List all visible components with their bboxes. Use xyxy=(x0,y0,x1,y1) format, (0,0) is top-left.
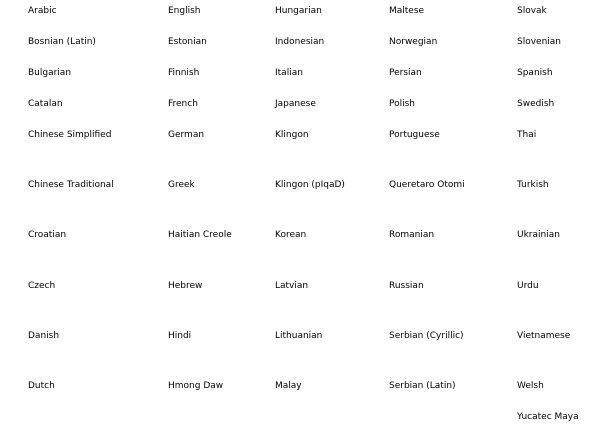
language-option-german[interactable]: German xyxy=(168,130,205,140)
language-option-catalan[interactable]: Catalan xyxy=(28,99,63,109)
language-option-hungarian[interactable]: Hungarian xyxy=(275,6,322,16)
language-option-lithuanian[interactable]: Lithuanian xyxy=(275,331,323,341)
language-option-slovenian[interactable]: Slovenian xyxy=(517,37,562,47)
language-option-yucatec-maya[interactable]: Yucatec Maya xyxy=(517,412,579,422)
language-option-swedish[interactable]: Swedish xyxy=(517,99,555,109)
language-option-russian[interactable]: Russian xyxy=(389,281,424,291)
language-option-serbian-cyrillic[interactable]: Serbian (Cyrillic) xyxy=(389,331,464,341)
language-option-turkish[interactable]: Turkish xyxy=(517,180,549,190)
language-option-maltese[interactable]: Maltese xyxy=(389,6,425,16)
language-option-welsh[interactable]: Welsh xyxy=(517,381,544,391)
language-option-danish[interactable]: Danish xyxy=(28,331,60,341)
language-option-klingon-piqad[interactable]: Klingon (pIqaD) xyxy=(275,180,345,190)
language-option-urdu[interactable]: Urdu xyxy=(517,281,539,291)
language-option-french[interactable]: French xyxy=(168,99,198,109)
language-option-latvian[interactable]: Latvian xyxy=(275,281,309,291)
language-option-klingon[interactable]: Klingon xyxy=(275,130,309,140)
language-option-persian[interactable]: Persian xyxy=(389,68,422,78)
language-option-vietnamese[interactable]: Vietnamese xyxy=(517,331,571,341)
language-option-finnish[interactable]: Finnish xyxy=(168,68,200,78)
language-option-czech[interactable]: Czech xyxy=(28,281,56,291)
language-option-hmong-daw[interactable]: Hmong Daw xyxy=(168,381,224,391)
language-option-english[interactable]: English xyxy=(168,6,201,16)
language-option-korean[interactable]: Korean xyxy=(275,230,307,240)
language-option-serbian-latin[interactable]: Serbian (Latin) xyxy=(389,381,456,391)
language-option-hebrew[interactable]: Hebrew xyxy=(168,281,203,291)
language-option-romanian[interactable]: Romanian xyxy=(389,230,435,240)
language-option-bosnian-latin[interactable]: Bosnian (Latin) xyxy=(28,37,96,47)
language-option-hindi[interactable]: Hindi xyxy=(168,331,192,341)
language-option-indonesian[interactable]: Indonesian xyxy=(275,37,325,47)
language-option-greek[interactable]: Greek xyxy=(168,180,195,190)
language-option-japanese[interactable]: Japanese xyxy=(275,99,316,109)
language-option-spanish[interactable]: Spanish xyxy=(517,68,553,78)
language-option-croatian[interactable]: Croatian xyxy=(28,230,67,240)
language-option-dutch[interactable]: Dutch xyxy=(28,381,55,391)
language-option-bulgarian[interactable]: Bulgarian xyxy=(28,68,72,78)
language-option-chinese-simplified[interactable]: Chinese Simplified xyxy=(28,130,112,140)
language-option-ukrainian[interactable]: Ukrainian xyxy=(517,230,560,240)
language-option-portuguese[interactable]: Portuguese xyxy=(389,130,440,140)
language-option-queretaro-otomi[interactable]: Queretaro Otomi xyxy=(389,180,465,190)
language-option-polish[interactable]: Polish xyxy=(389,99,416,109)
language-option-thai[interactable]: Thai xyxy=(517,130,537,140)
language-option-slovak[interactable]: Slovak xyxy=(517,6,547,16)
language-option-arabic[interactable]: Arabic xyxy=(28,6,57,16)
language-option-estonian[interactable]: Estonian xyxy=(168,37,207,47)
language-option-malay[interactable]: Malay xyxy=(275,381,302,391)
language-option-norwegian[interactable]: Norwegian xyxy=(389,37,438,47)
language-option-chinese-traditional[interactable]: Chinese Traditional xyxy=(28,180,114,190)
language-option-italian[interactable]: Italian xyxy=(275,68,303,78)
language-option-haitian-creole[interactable]: Haitian Creole xyxy=(168,230,232,240)
